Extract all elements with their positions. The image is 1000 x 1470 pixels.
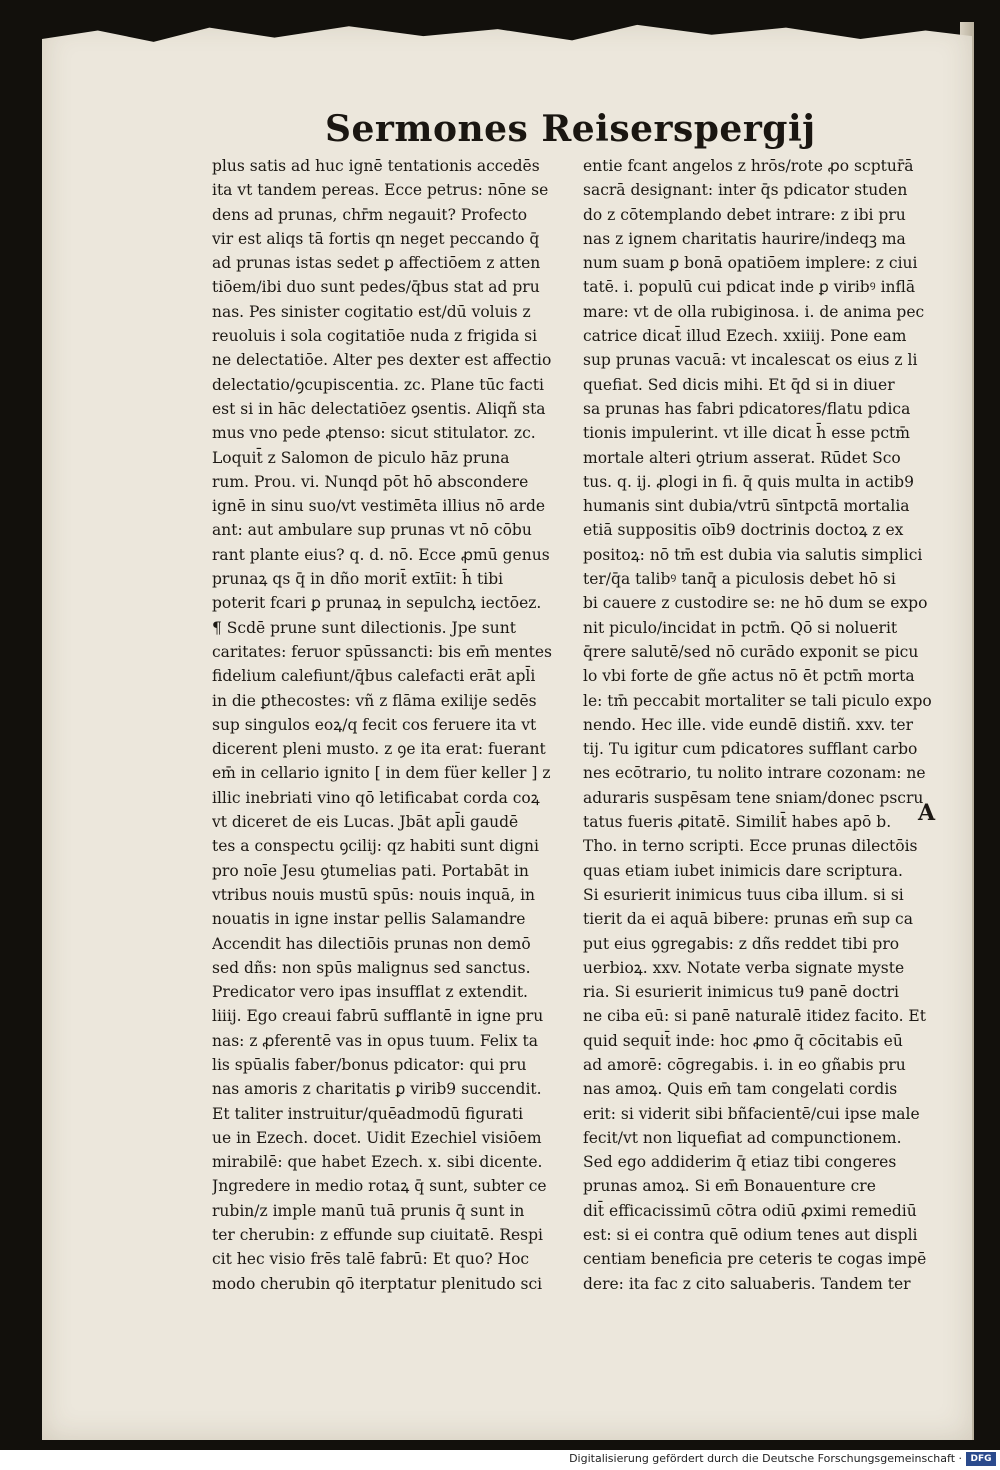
text-line: prunas amoꝝ. Si em̄ Bonauenture cre bbox=[583, 1177, 876, 1196]
text-line: nit piculo/incidat in pctm̄. Qō si noluerit bbox=[583, 618, 898, 637]
text-line: delectatio/ꝯcupiscentia. zc. Plane tūc facti bbox=[212, 375, 544, 394]
text-line: le: tm̄ peccabit mortaliter se tali piculo expo bbox=[583, 691, 932, 710]
running-title: Sermones Reiserspergij bbox=[325, 108, 816, 150]
text-line: ue in Ezech. docet. Uidit Ezechiel visiōem bbox=[212, 1128, 542, 1147]
text-line: ria. Si esurierit inimicus tu9 panē doctri bbox=[583, 983, 900, 1002]
text-line: mortale alteri ꝯtrium asserat. Rūdet Sco bbox=[583, 448, 901, 467]
text-line: rum. Prou. vi. Nunqd pōt hō abscondere bbox=[212, 472, 529, 491]
text-line: Jngredere in medio rotaꝝ q̄ sunt, subter ce bbox=[212, 1177, 547, 1196]
text-line: prunaꝝ qs q̄ in dño morit̄ extīit: h̄ tibi bbox=[212, 570, 504, 589]
text-line: vt diceret de eis Lucas. Jbāt apl̄i gaudē bbox=[212, 813, 519, 832]
text-line: q̄rere salutē/sed nō curādo exponit se picu bbox=[583, 642, 919, 661]
text-line: nas. Pes sinister cogitatio est/dū voluis z bbox=[212, 302, 531, 321]
text-line: nes ecōtrario, tu nolito intrare cozonam: ne bbox=[583, 764, 926, 783]
text-line: centiam beneficia pre ceteris te cogas impē bbox=[583, 1250, 927, 1269]
text-line: nas amoris z charitatis ꝑ virib9 succendit. bbox=[212, 1080, 542, 1099]
text-line: est: si ei contra quē odium tenes aut displi bbox=[583, 1226, 918, 1245]
text-line: Si esurierit inimicus tuus ciba illum. si si bbox=[583, 885, 904, 904]
text-line: lis spūalis faber/bonus pdicator: qui pru bbox=[212, 1055, 527, 1074]
text-line: vir est aliqs tā fortis qn neget peccando q̄ bbox=[212, 229, 540, 248]
text-line: dit̄ efficacissimū cōtra odiū ꝓximi remediū bbox=[583, 1201, 917, 1220]
text-line: quefiat. Sed dicis mihi. Et q̄d si in diuer bbox=[583, 375, 895, 394]
text-line: aduraris suspēsam tene sniam/donec pscru bbox=[583, 788, 924, 807]
text-line: Tho. in terno scripti. Ecce prunas dilectōis bbox=[583, 837, 918, 856]
text-line: uerbioꝝ. xxv. Notate verba signate myste bbox=[583, 958, 905, 977]
text-line: quas etiam iubet inimicis dare scriptura. bbox=[583, 861, 903, 880]
text-line: cit hec visio frēs talē fabrū: Et quo? Hoc bbox=[212, 1250, 530, 1269]
text-line: Et taliter instruitur/quēadmodū figurati bbox=[212, 1104, 524, 1123]
text-line: Accendit has dilectiōis prunas non demō bbox=[212, 934, 531, 953]
text-line: caritates: feruor spūssancti: bis em̄ mentes bbox=[212, 642, 553, 661]
text-line: tatē. i. populū cui pdicat inde ꝑ viribꝰ inflā bbox=[583, 278, 916, 297]
dfg-logo: DFG bbox=[966, 1452, 996, 1466]
text-line: tes a conspectu ꝯcilij: qz habiti sunt digni bbox=[212, 837, 539, 856]
text-line: nas: z ꝓferentē vas in opus tuum. Felix ta bbox=[212, 1031, 538, 1050]
text-line: poterit fcari ꝑ prunaꝝ in sepulchꝝ iectōez. bbox=[212, 594, 542, 613]
text-line: dere: ita fac z cito saluaberis. Tandem ter bbox=[583, 1274, 911, 1293]
text-line: nouatis in igne instar pellis Salamandre bbox=[212, 910, 526, 929]
text-line: num suam ꝑ bonā opatiōem implere: z ciui bbox=[583, 254, 918, 273]
text-line: tionis impulerint. vt ille dicat h̄ esse pctm̄ bbox=[583, 424, 910, 443]
text-line: ant: aut ambulare sup prunas vt nō cōbu bbox=[212, 521, 532, 540]
text-line: ter cherubin: z effunde sup ciuitatē. Respi bbox=[212, 1226, 544, 1245]
text-line: tus. q. ij. ꝓlogi in fi. q̄ quis multa in actib9 bbox=[583, 472, 914, 491]
margin-signature-mark: A bbox=[918, 800, 936, 826]
text-line: tatus fueris ꝓitatē. Similit̄ habes apō b. bbox=[583, 813, 892, 832]
text-line: reuoluis i sola cogitatiōe nuda z frigida si bbox=[212, 327, 538, 346]
text-line: mus vno pede ꝓtenso: sicut stitulator. zc. bbox=[212, 424, 536, 443]
footer-credit: Digitalisierung gefördert durch die Deutsche Forschungsgemeinschaft · bbox=[569, 1452, 962, 1465]
text-line: quid sequit̄ inde: hoc ꝓmo q̄ cōcitabis eū bbox=[583, 1031, 903, 1050]
text-line: fecit/vt non liquefiat ad compunctionem. bbox=[583, 1128, 902, 1147]
text-line: catrice dicat̄ illud Ezech. xxiiij. Pone eam bbox=[583, 327, 907, 346]
text-line: nas amoꝝ. Quis em̄ tam congelati cordis bbox=[583, 1080, 898, 1099]
text-line: rubin/z imple manū tuā prunis q̄ sunt in bbox=[212, 1201, 525, 1220]
text-line: ita vt tandem pereas. Ecce petrus: nōne se bbox=[212, 181, 549, 200]
text-line: ¶ Scdē prune sunt dilectionis. Jpe sunt bbox=[212, 618, 516, 637]
text-line: sa prunas has fabri pdicatores/flatu pdica bbox=[583, 399, 911, 418]
text-line: lo vbi forte de gñe actus nō ēt pctm̄ morta bbox=[583, 667, 915, 686]
text-line: ignē in sinu suo/vt vestimēta illius nō arde bbox=[212, 497, 546, 516]
text-line: ne delectatiōe. Alter pes dexter est affectio bbox=[212, 351, 552, 370]
text-line: mirabilē: que habet Ezech. x. sibi dicente. bbox=[212, 1153, 543, 1172]
text-line: Sed ego addiderim q̄ etiaz tibi congeres bbox=[583, 1153, 897, 1172]
text-line: tierit da ei aquā bibere: prunas em̄ sup ca bbox=[583, 910, 913, 929]
text-line: nas z ignem charitatis haurire/indeqꝫ ma bbox=[583, 229, 906, 248]
text-line: bi cauere z custodire se: ne hō dum se expo bbox=[583, 594, 928, 613]
text-line: etiā suppositis oīb9 doctrinis doctoꝝ z ex bbox=[583, 521, 904, 540]
text-line: entie fcant angelos z hrōs/rote ꝓo scptur̄ā bbox=[583, 157, 914, 175]
left-text-column bbox=[212, 154, 567, 1296]
text-line: humanis sint dubia/vtrū sīntpctā mortalia bbox=[583, 497, 910, 516]
text-line: modo cherubin qō iterptatur plenitudo sci bbox=[212, 1274, 543, 1293]
text-line: tiōem/ibi duo sunt pedes/q̄bus stat ad pru bbox=[212, 278, 540, 297]
text-line: dens ad prunas, chr̄m negauit? Profecto bbox=[212, 205, 528, 224]
text-line: sacrā designant: inter q̄s pdicator studen bbox=[583, 181, 908, 200]
text-line: ne ciba eū: si panē naturalē itidez facito. Et bbox=[583, 1007, 926, 1026]
right-text-column bbox=[583, 154, 938, 1296]
text-line: sup singulos eoꝝ/q fecit cos feruere ita vt bbox=[212, 715, 537, 734]
text-line: sup prunas vacuā: vt incalescat os eius z li bbox=[583, 351, 918, 370]
text-line: erit: si viderit sibi bñfacientē/cui ipse male bbox=[583, 1104, 920, 1123]
text-line: in die ꝑthecostes: vñ z flāma exilije sedēs bbox=[212, 691, 537, 710]
text-line: illic inebriati vino qō letificabat corda coꝝ bbox=[212, 788, 540, 807]
text-line: Predicator vero ipas insufflat z extendit. bbox=[212, 983, 528, 1002]
text-line: do z cōtemplando debet intrare: z ibi pru bbox=[583, 205, 906, 224]
text-line: put eius ꝯgregabis: z dñs reddet tibi pro bbox=[583, 934, 900, 953]
text-line: ad prunas istas sedet ꝑ affectiōem z atten bbox=[212, 254, 541, 273]
text-line: mare: vt de olla rubiginosa. i. de anima pec bbox=[583, 302, 925, 321]
text-line: positoꝝ: nō tm̄ est dubia via salutis simplici bbox=[583, 545, 923, 564]
text-line: est si in hāc delectatiōez ꝯsentis. Aliqñ sta bbox=[212, 399, 546, 418]
text-line: liiij. Ego creaui fabrū sufflantē in igne pru bbox=[212, 1007, 544, 1026]
text-line: em̄ in cellario ignito [ in dem füer keller ] z bbox=[212, 764, 551, 783]
text-line: pro noīe Jesu ꝯtumelias pati. Portabāt in bbox=[212, 861, 529, 880]
text-line: fidelium calefiunt/q̄bus calefacti erāt apl̄i bbox=[212, 667, 536, 686]
text-line: sed dñs: non spūs malignus sed sanctus. bbox=[212, 958, 531, 977]
text-line: nendo. Hec ille. vide eundē distiñ. xxv. ter bbox=[583, 715, 913, 734]
text-line: ter/q̄a talibꝰ tanq̄ a piculosis debet hō si bbox=[583, 570, 896, 589]
text-line: plus satis ad huc ignē tentationis accedēs bbox=[212, 157, 540, 175]
text-line: dicerent pleni musto. z ꝯe ita erat: fuerant bbox=[212, 740, 546, 759]
text-line: rant plante eius? q. d. nō. Ecce ꝓmū genus bbox=[212, 545, 550, 564]
text-line: ad amorē: cōgregabis. i. in eo gñabis pru bbox=[583, 1055, 906, 1074]
text-line: Loquit̄ z Salomon de piculo hāz pruna bbox=[212, 448, 510, 467]
text-line: tij. Tu igitur cum pdicatores sufflant carbo bbox=[583, 740, 918, 759]
text-line: vtribus nouis mustū spūs: nouis inquā, in bbox=[212, 885, 536, 904]
